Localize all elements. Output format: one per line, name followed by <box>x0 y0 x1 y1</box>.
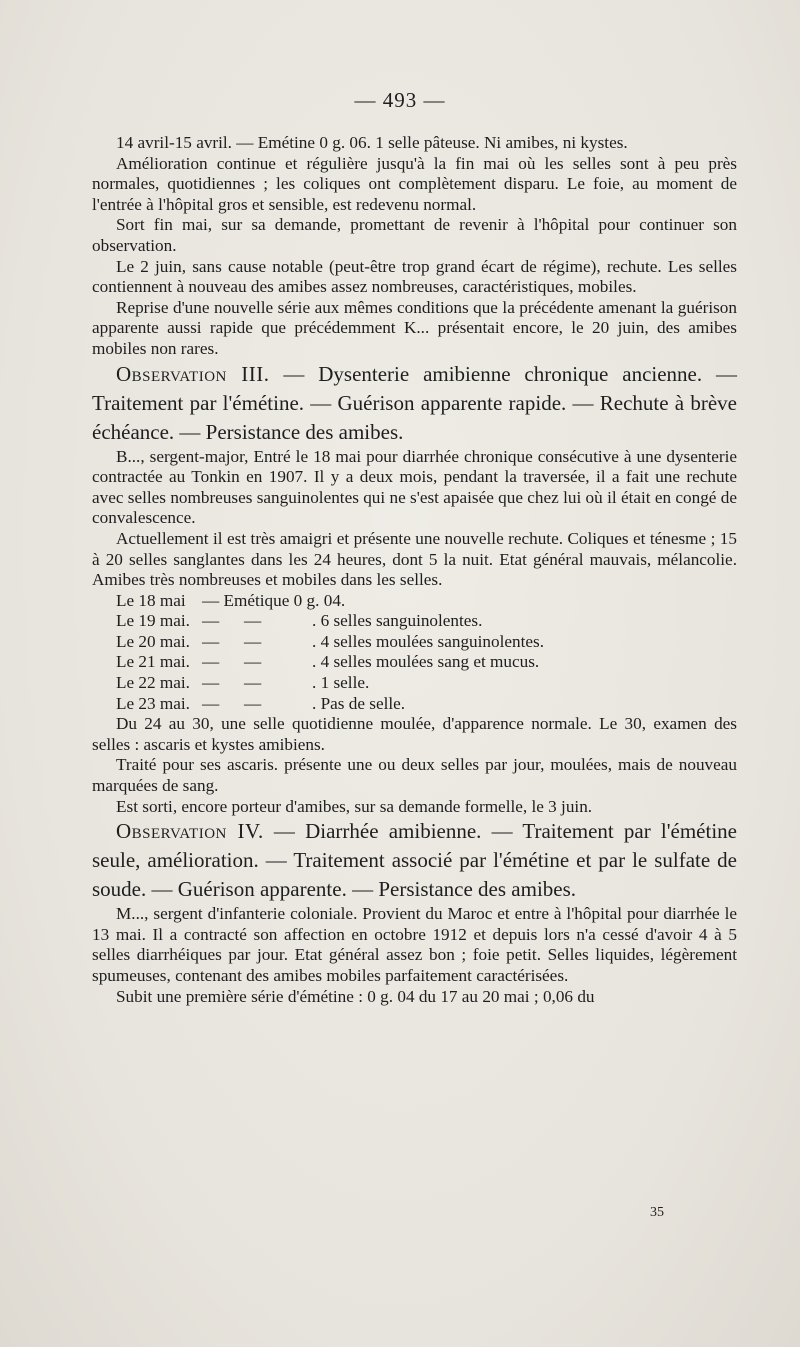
obs3-paragraph: Actuellement il est très amaigri et présente une nouvelle rechute. Coliques et ténesme ; 15 à 20 selles sanglantes dans les 24 heures, dont 5 la nuit. Etat général mauvais, mélancolie. Amibes très nombreuses et mobiles dans les selles. <box>92 528 737 590</box>
obs3-paragraph: Traité pour ses ascaris. présente une ou deux selles par jour, moulées, mais de nouveau marquées de sang. <box>92 755 737 796</box>
log-ditto: — <box>202 693 220 713</box>
log-date: Le 18 mai <box>116 590 186 610</box>
obs3-paragraph: Du 24 au 30, une selle quotidienne moulée, d'apparence normale. Le 30, examen des selles : ascaris et kystes amibiens. <box>92 714 737 754</box>
daily-log-row <box>116 652 544 673</box>
obs4-paragraph: M..., sergent d'infanterie coloniale. Provient du Maroc et entre à l'hôpital pour diarrhée le 13 mai. Il a contracté son affection en octobre 1912 et depuis lors n'a cessé d'avoir 4 à 5 selles diarrhéiques par jour. Etat général assez bon ; foie petit. Selles liquides, légèrement spumeuses, contenant des amibes mobiles parfaitement caractérisées. <box>92 904 737 985</box>
log-result: . 4 selles moulées sang et mucus. <box>312 652 540 672</box>
intro-paragraph: Le 2 juin, sans cause notable (peut-être trop grand écart de régime), rechute. Les selles contiennent à nouveau des amibes assez nombreuses, caractéristiques, mobiles. <box>92 256 737 297</box>
log-ditto: — <box>202 652 220 672</box>
signature-mark: 35 <box>650 1205 664 1220</box>
observation-3-heading <box>92 360 737 447</box>
observation-4-label: Observation IV. <box>116 819 264 844</box>
log-date: Le 19 mai. <box>116 611 190 631</box>
log-ditto: — <box>244 693 262 713</box>
log-date: Le 22 mai. <box>116 673 190 693</box>
obs3-paragraph: B..., sergent-major, Entré le 18 mai pour diarrhée chronique consécutive à une dysenterie contractée au Tonkin en 1907. Il y a deux mois, pendant la traversée, il a fait une rechute avec selles nombreuses sanguinolentes qui ne s'est apaisée que chez lui où il était en congé de convalescence. <box>92 446 737 528</box>
daily-log-row <box>116 591 544 612</box>
log-result: . 1 selle. <box>312 673 370 693</box>
observation-3-label: Observation III. <box>116 361 270 386</box>
observation-4-heading <box>92 817 737 904</box>
obs4-paragraph: Subit une première série d'émétine : 0 g. 04 du 17 au 20 mai ; 0,06 du <box>116 986 595 1006</box>
observation-3-title: — Dysenterie amibienne chronique ancienne. — Traitement par l'émétine. — Guérison apparente rapide. — Rechute à brève échéance. — Persistance des amibes. <box>92 361 737 444</box>
daily-log-row <box>116 673 544 694</box>
log-date: Le 23 mai. <box>116 693 190 713</box>
log-ditto: — <box>244 631 262 651</box>
log-ditto: — <box>202 631 220 651</box>
log-result: . 4 selles moulées sanguinolentes. <box>312 631 544 651</box>
log-ditto: — <box>202 611 220 631</box>
intro-paragraph: Amélioration continue et régulière jusqu'à la fin mai où les selles sont à peu près normales, quotidiennes ; les coliques ont complètement disparu. Le foie, au moment de l'entrée à l'hôpital gros et sensible, est redevenu normal. <box>92 153 737 214</box>
log-ditto: — <box>202 673 220 693</box>
log-result: . Pas de selle. <box>312 693 406 713</box>
observation-4-title: — Diarrhée amibienne. — Traitement par l'émétine seule, amélioration. — Traitement associé par l'émétine et par le sulfate de soude. — Guérison apparente. — Persistance des amibes. <box>92 819 737 902</box>
daily-log-table <box>116 591 544 715</box>
page-number: — 493 — <box>354 88 446 112</box>
intro-paragraph: Reprise d'une nouvelle série aux mêmes conditions que la précédente amenant la guérison apparente aussi rapide que précédemment K... présentait encore, le 20 juin, des amibes mobiles non rares. <box>92 297 737 358</box>
obs3-paragraph: Est sorti, encore porteur d'amibes, sur sa demande formelle, le 3 juin. <box>116 796 593 816</box>
log-treatment: — Emétique 0 g. 04. <box>202 590 346 610</box>
intro-paragraph: Sort fin mai, sur sa demande, promettant de revenir à l'hôpital pour continuer son observation. <box>92 215 737 255</box>
log-ditto: — <box>244 611 262 631</box>
log-ditto: — <box>244 652 262 672</box>
log-result: . 6 selles sanguinolentes. <box>312 611 483 631</box>
daily-log-row <box>116 611 544 632</box>
daily-log-row <box>116 632 544 653</box>
log-date: Le 20 mai. <box>116 631 190 651</box>
daily-log-row <box>116 694 544 715</box>
intro-line: 14 avril-15 avril. — Emétine 0 g. 06. 1 selle pâteuse. Ni amibes, ni kystes. <box>116 133 628 152</box>
log-ditto: — <box>244 673 262 693</box>
text-body <box>92 133 737 1007</box>
log-date: Le 21 mai. <box>116 652 190 672</box>
